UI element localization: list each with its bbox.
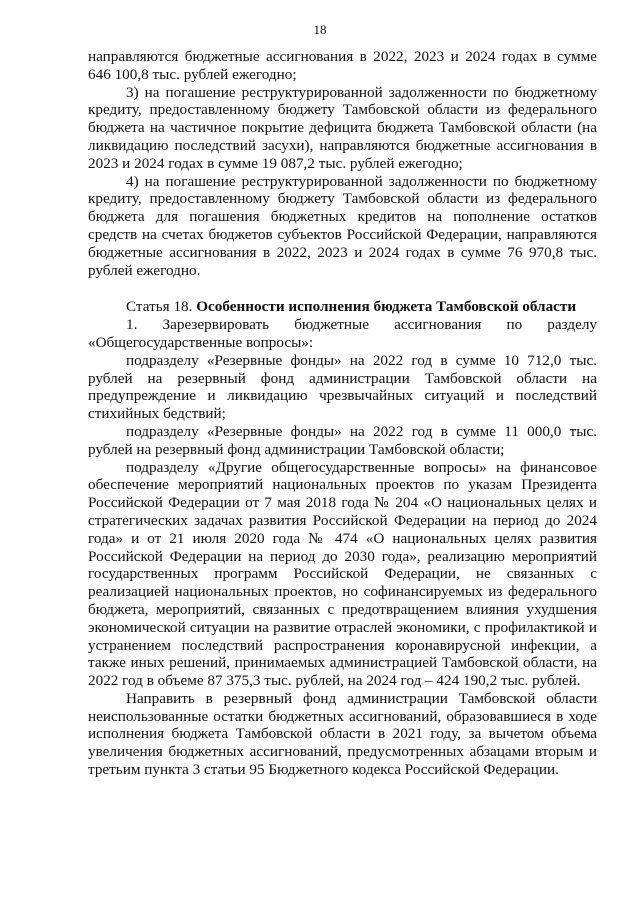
paragraph: подразделу «Другие общегосударственные вопросы» на финансовое обеспечение мероприятий национальных проектов по указам Президента Российской Федерации от 7 мая 2018 года № 204 «О национальных целях и стратегических задачах развития Российской Федерации на период до 2024 года» и от 21 июля 2020 года № 474 «О национальных целях развития Российской Федерации на период до 2030 года», реализацию мероприятий государственных программ Российской Федерации, не связанных с реализацией национальных проектов, но софинансируемых из федерального бюджета, мероприятий, связанных с предотвращением влияния ухудшения экономической ситуации на развитие отраслей экономики, с профилактикой и устранением последствий распространения коронавирусной инфекции, а также иных решений, принимаемых администрацией Тамбовской области, на 2022 год в объеме 87 375,3 тыс. рублей, на 2024 год – 424 190,2 тыс. рублей.: [88, 458, 597, 690]
article-title: Особенности исполнения бюджета Тамбовской области: [196, 298, 577, 316]
paragraph: Направить в резервный фонд администрации Тамбовской области неиспользованные остатки бюджетных ассигнований, образовавшиеся в ходе исполнения бюджета Тамбовской области в 2021 году, за вычетом объема увеличения бюджетных ассигнований, предусмотренных абзацами вторым и третьим пункта 3 статьи 95 Бюджетного кодекса Российской Федерации.: [88, 689, 597, 779]
article-heading: [88, 298, 597, 316]
document-body: [88, 48, 597, 779]
paragraph: 3) на погашение реструктурированной задолженности по бюджетному кредиту, предоставленному бюджету Тамбовской области из федерального бюджета на частичное покрытие дефицита бюджета Тамбовской области (на ликвидацию последствий засухи), направляются бюджетные ассигнования в 2023 и 2024 годах в сумме 19 087,2 тыс. рублей ежегодно;: [88, 83, 597, 172]
paragraph: направляются бюджетные ассигнования в 2022, 2023 и 2024 годах в сумме 646 100,8 тыс. рублей ежегодно;: [88, 48, 597, 83]
paragraph: 1. Зарезервировать бюджетные ассигнования по разделу «Общегосударственные вопросы»:: [88, 316, 597, 351]
article-label: Статья 18.: [126, 298, 193, 316]
paragraph: подразделу «Резервные фонды» на 2022 год в сумме 11 000,0 тыс. рублей на резервный фонд администрации Тамбовской области;: [88, 422, 597, 458]
paragraph: подразделу «Резервные фонды» на 2022 год в сумме 10 712,0 тыс. рублей на резервный фонд администрации Тамбовской области на предупреждение и ликвидацию чрезвычайных ситуаций и последствий стихийных бедствий;: [88, 351, 597, 423]
paragraph: 4) на погашение реструктурированной задолженности по бюджетному кредиту, предоставленному бюджету Тамбовской области из федерального бюджета для погашения бюджетных кредитов на пополнение остатков средств на счетах бюджетов субъектов Российской Федерации, направляются бюджетные ассигнования в 2022, 2023 и 2024 годах в сумме 76 970,8 тыс. рублей ежегодно.: [88, 172, 597, 279]
page-number: 18: [313, 22, 327, 37]
